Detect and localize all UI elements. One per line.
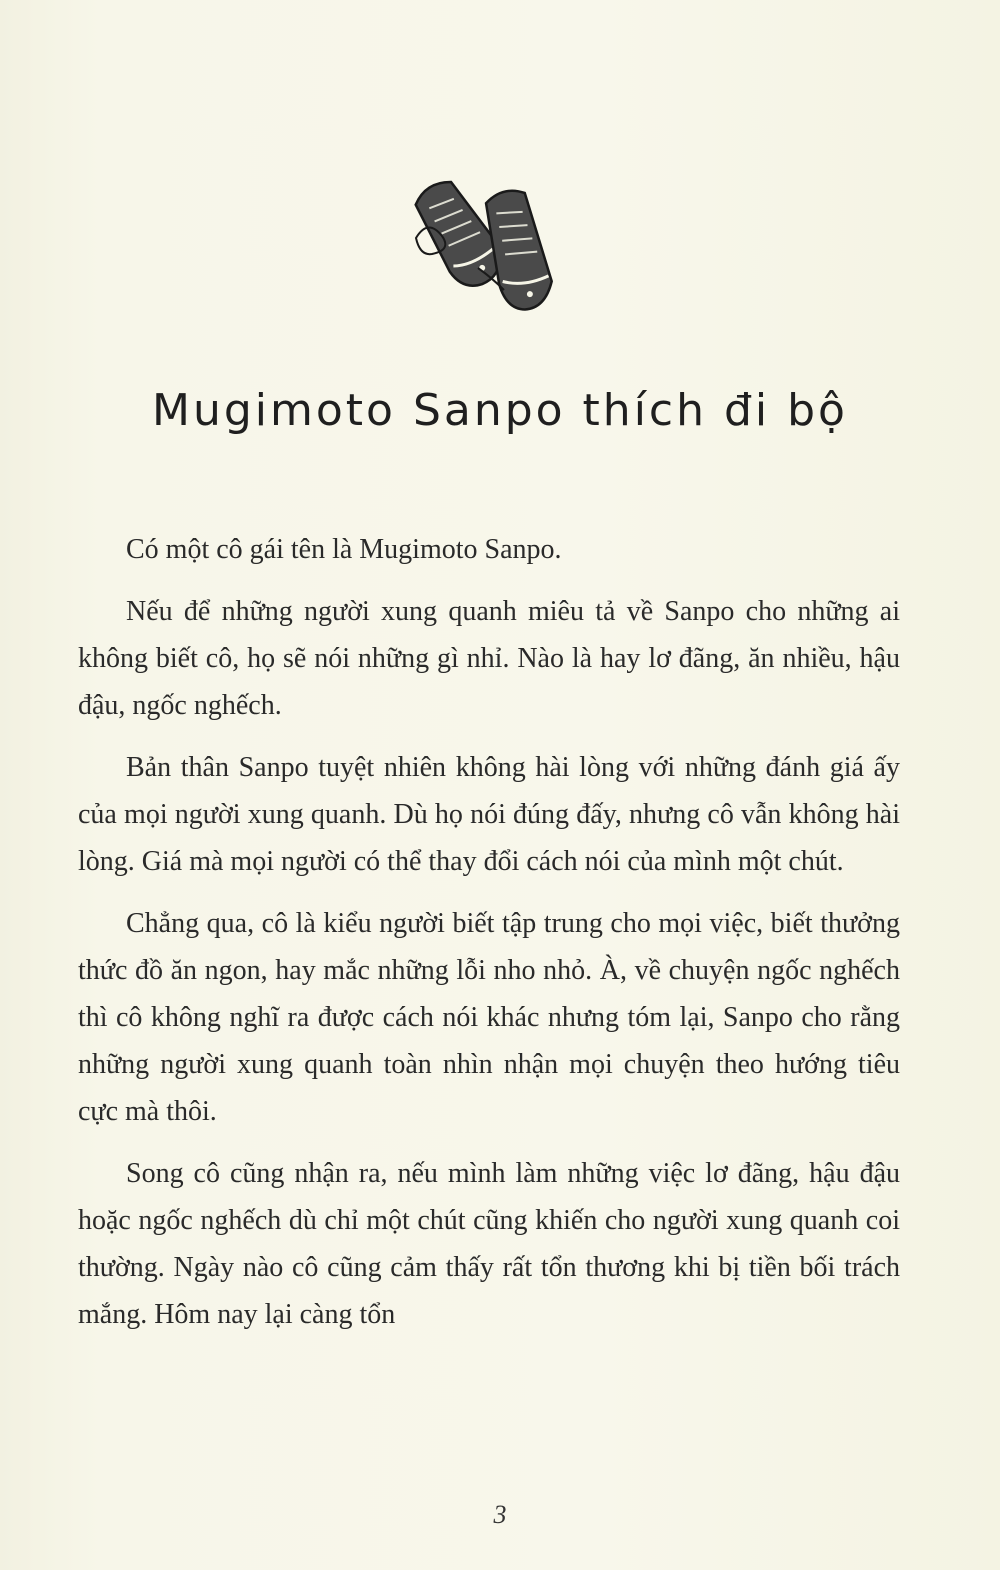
sneakers-icon — [408, 168, 560, 328]
paragraph: Song cô cũng nhận ra, nếu mình làm những việc lơ đãng, hậu đậu hoặc ngốc nghếch dù chỉ một chút cũng khiến cho người xung quanh coi thường. Ngày nào cô cũng cảm thấy rất tổn thương khi bị tiền bối trách mắng. Hôm nay lại càng tổn — [78, 1158, 900, 1330]
chapter-body — [78, 526, 900, 1353]
paragraph: Nếu để những người xung quanh miêu tả về Sanpo cho những ai không biết cô, họ sẽ nói những gì nhỉ. Nào là hay lơ đãng, ăn nhiều, hậu đậu, ngốc nghếch. — [78, 596, 900, 721]
page-number: 3 — [493, 1500, 507, 1529]
paragraph: Có một cô gái tên là Mugimoto Sanpo. — [126, 534, 562, 565]
paragraph: Chẳng qua, cô là kiểu người biết tập trung cho mọi việc, biết thưởng thức đồ ăn ngon, hay mắc những lỗi nho nhỏ. À, về chuyện ngốc nghếch thì cô không nghĩ ra được cách nói khác nhưng tóm lại, Sanpo cho rằng những người xung quanh toàn nhìn nhận mọi chuyện theo hướng tiêu cực mà thôi. — [78, 908, 900, 1127]
chapter-title: Mugimoto Sanpo thích đi bộ — [152, 385, 848, 436]
paragraph: Bản thân Sanpo tuyệt nhiên không hài lòng với những đánh giá ấy của mọi người xung quanh. Dù họ nói đúng đấy, nhưng cô vẫn không hài lòng. Giá mà mọi người có thể thay đổi cách nói của mình một chút. — [78, 752, 900, 877]
